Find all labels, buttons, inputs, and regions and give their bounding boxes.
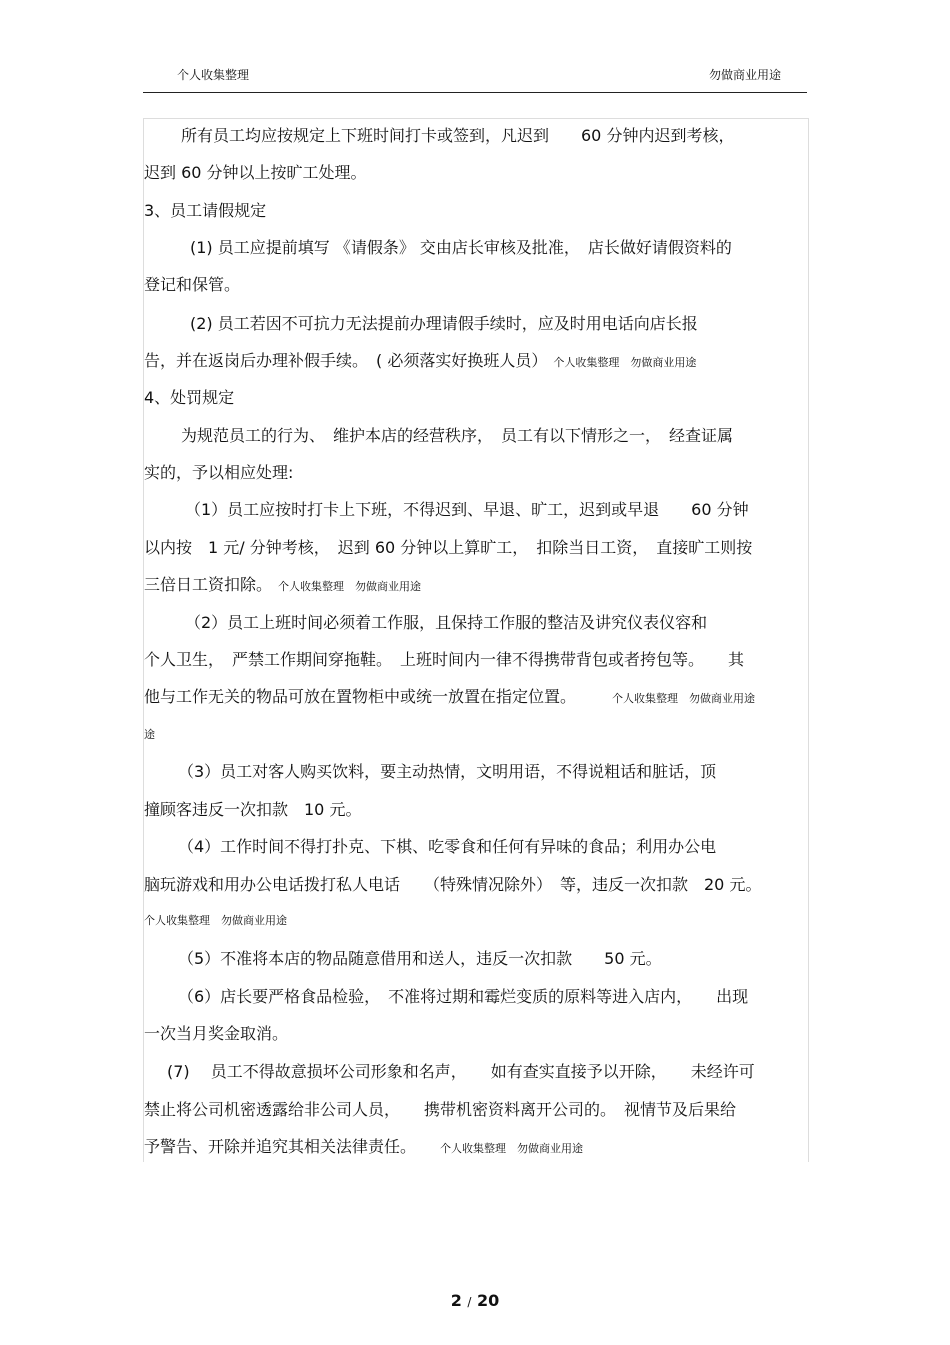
paragraph-line: [144, 1136, 583, 1160]
watermark-note: 个人收集整理 勿做商业用途: [612, 692, 756, 705]
paragraph-line: 为规范员工的行为、 维护本店的经营秩序， 员工有以下情形之一， 经查证属: [181, 426, 734, 445]
paragraph-text: 他与工作无关的物品可放在置物柜中或统一放置在指定位置。: [144, 687, 577, 706]
paragraph-line: （6）店长要严格食品检验， 不准将过期和霉烂变质的原料等进入店内， 出现: [178, 987, 749, 1006]
header-left-text: 个人收集整理: [177, 68, 250, 82]
paragraph-text: 告，并在返岗后办理补假手续。 ( 必须落实好换班人员）: [144, 351, 548, 370]
paragraph-line: 个人卫生， 严禁工作期间穿拖鞋。 上班时间内一律不得携带背包或者挎包等。 其: [144, 650, 745, 669]
paragraph-line: （4）工作时间不得打扑克、下棋、吃零食和任何有异味的食品；利用办公电: [178, 837, 717, 856]
total-pages: 20: [477, 1291, 500, 1310]
paragraph-line: (2) 员工若因不可抗力无法提前办理请假手续时，应及时用电话向店长报: [190, 314, 698, 333]
header-right-text: 勿做商业用途: [708, 68, 781, 82]
paragraph-line: 实的，予以相应处理:: [144, 463, 294, 482]
paragraph-line: 迟到 60 分钟以上按旷工处理。: [144, 163, 367, 182]
paragraph-line: (7) 员工不得故意损坏公司形象和名声， 如有查实直接予以开除， 未经许可: [167, 1062, 755, 1081]
paragraph-line: 撞顾客违反一次扣款 10 元。: [144, 800, 362, 819]
paragraph-text: 三倍日工资扣除。: [144, 575, 273, 594]
current-page: 2: [450, 1291, 462, 1310]
paragraph-line: 所有员工均应按规定上下班时间打卡或签到，凡迟到 60 分钟内迟到考核，: [181, 126, 735, 145]
watermark-note: 个人收集整理 勿做商业用途: [440, 1142, 584, 1155]
paragraph-line: 登记和保管。: [144, 275, 241, 294]
page-separator: /: [467, 1295, 472, 1309]
paragraph-line: 一次当月奖金取消。: [144, 1024, 289, 1043]
paragraph-line: [144, 686, 755, 710]
paragraph-line: 禁止将公司机密透露给非公司人员， 携带机密资料离开公司的。 视情节及后果给: [144, 1100, 737, 1119]
paragraph-text: 予警告、开除并追究其相关法律责任。: [144, 1137, 417, 1156]
paragraph-line: [144, 574, 421, 598]
page-header: [143, 66, 807, 93]
paragraph-line: （3）员工对客人购买饮料，要主动热情，文明用语，不得说粗话和脏话，顶: [178, 762, 717, 781]
paragraph-line: [144, 350, 696, 374]
paragraph-line: （1）员工应按时打卡上下班，不得迟到、早退、旷工，迟到或早退 60 分钟: [185, 500, 749, 519]
paragraph-line: (1) 员工应提前填写 《请假条》 交由店长审核及批准， 店长做好请假资料的: [190, 238, 732, 257]
paragraph-line: 脑玩游戏和用办公电话拨打私人电话 （特殊情况除外） 等，违反一次扣款 20 元。: [144, 875, 762, 894]
watermark-note: 个人收集整理 勿做商业用途: [278, 580, 422, 593]
paragraph-line: 以内按 1 元/ 分钟考核， 迟到 60 分钟以上算旷工， 扣除当日工资， 直接旷工则按: [144, 538, 753, 557]
section-heading: 4、处罚规定: [144, 388, 235, 407]
section-heading: 3、员工请假规定: [144, 201, 267, 220]
paragraph-line: （5）不准将本店的物品随意借用和送人，违反一次扣款 50 元。: [178, 949, 662, 968]
watermark-note-tail: 途: [144, 728, 155, 741]
page-number: [0, 1291, 950, 1310]
watermark-note: 个人收集整理 勿做商业用途: [553, 356, 697, 369]
watermark-note: 个人收集整理 勿做商业用途: [144, 914, 287, 927]
paragraph-line: （2）员工上班时间必须着工作服，且保持工作服的整洁及讲究仪表仪容和: [185, 613, 708, 632]
